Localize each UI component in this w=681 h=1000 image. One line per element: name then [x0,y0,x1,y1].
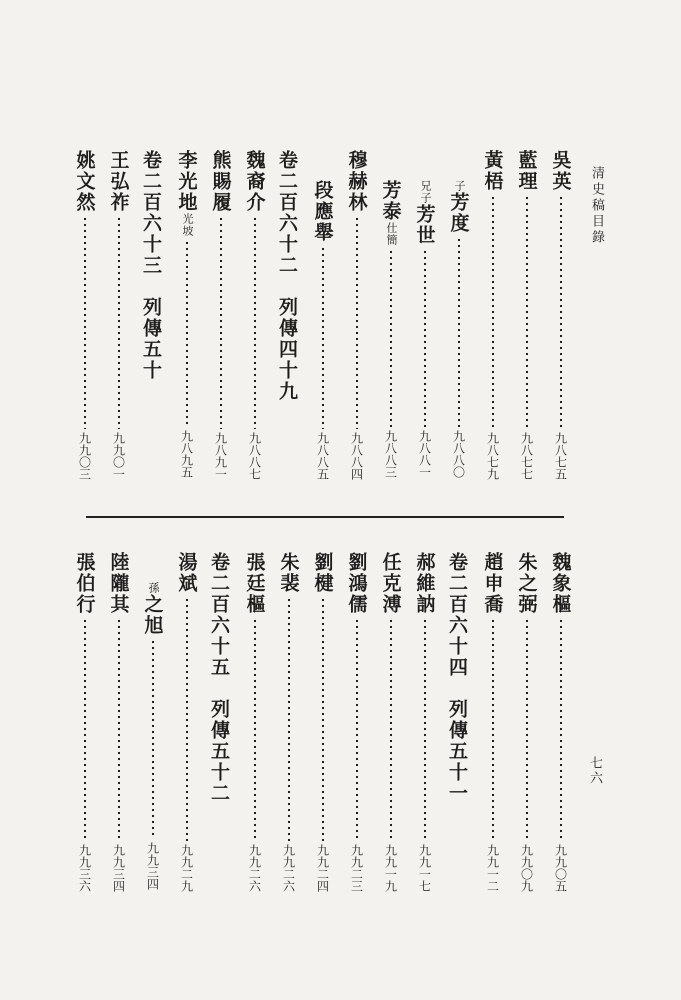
entry-name: 之旭 [141,594,164,636]
entry-name: 藍理 [515,150,538,192]
entry-row [308,150,338,520]
entry-name: 劉楗 [311,552,334,594]
toc-entry [70,150,100,490]
chapter-title: 卷二百六十二 列傳四十九 [276,150,298,402]
entry-row [376,150,406,520]
entry-note: 仕簡 [385,222,398,246]
entry-relation: 子 [453,180,466,192]
toc-entry [410,150,440,490]
toc-entry [376,150,406,490]
toc-entry [274,552,304,902]
chapter-heading [206,552,236,902]
dot-leader [390,249,392,427]
entry-name: 穆赫林 [345,150,368,213]
dot-leader [356,618,358,841]
toc-entry [478,552,508,902]
dot-leader [152,639,154,839]
entry-row [240,150,270,490]
entry-row [240,552,270,902]
chapter-heading [138,150,168,490]
entry-page: 九八九一 [213,432,228,480]
entry-page: 九九〇三 [77,432,92,480]
dot-leader [390,618,392,841]
chapter-title: 卷二百六十五 列傳五十二 [208,552,230,804]
dot-leader [560,618,562,841]
entry-note: 光坡 [181,213,194,237]
entry-page: 九九一二 [485,844,500,892]
dot-leader [118,216,120,429]
entry-name: 張廷樞 [243,552,266,615]
entry-name: 湯斌 [175,552,198,594]
entry-name: 王弘祚 [107,150,130,213]
toc-entry [444,150,474,490]
entry-name: 魏裔介 [243,150,266,213]
toc-entry [172,150,202,490]
entry-row [410,150,440,520]
dot-leader [492,618,494,841]
entry-name: 趙申喬 [481,552,504,615]
toc-entry [546,552,576,902]
entry-name: 魏象樞 [549,552,572,615]
entry-row [308,552,338,902]
entry-page: 九八七七 [519,432,534,480]
entry-row [478,150,508,490]
entry-row [172,150,202,490]
toc-entry [308,150,338,490]
toc-entry [478,150,508,490]
entry-row [376,552,406,902]
entry-page: 九九二六 [281,844,296,892]
entry-page: 九八八五 [315,432,330,480]
entry-page: 九八九五 [179,430,194,478]
entry-row [342,552,372,902]
entry-name: 段應舉 [311,180,334,243]
entry-name: 朱之弼 [515,552,538,615]
entry-row [546,150,576,490]
toc-entry [376,552,406,902]
dot-leader [526,618,528,841]
dot-leader [84,216,86,429]
chapter-heading [274,150,304,490]
dot-leader [526,195,528,429]
entry-row [172,552,202,902]
entry-row [138,552,168,932]
entry-name: 劉鴻儒 [345,552,368,615]
lower-half [0,552,681,912]
entry-relation: 兄子 [419,180,432,204]
dot-leader [254,216,256,429]
entry-row [546,552,576,902]
entry-name: 芳世 [413,204,436,246]
entry-page: 九八七九 [485,432,500,480]
entry-page: 九九二三 [349,844,364,892]
dot-leader [322,597,324,841]
entry-name: 熊賜履 [209,150,232,213]
entry-row [512,552,542,902]
dot-leader [356,216,358,429]
entry-page: 九九〇九 [519,844,534,892]
entry-name: 李光地 [175,150,198,213]
dot-leader [186,240,188,427]
entry-name: 任克溥 [379,552,402,615]
entry-row [104,150,134,490]
chapter-title: 卷二百六十三 列傳五十 [140,150,162,381]
entry-page: 九九〇一 [111,432,126,480]
entry-row [274,552,304,902]
entry-page: 九八八七 [247,432,262,480]
dot-leader [288,597,290,841]
toc-entry [138,552,168,902]
upper-half [0,150,681,500]
toc-entry [240,552,270,902]
chapter-title: 卷二百六十四 列傳五十一 [446,552,468,804]
entry-name: 吳英 [549,150,572,192]
entry-page: 九九二四 [315,844,330,892]
entry-row [444,150,474,520]
entry-page: 九八八三 [383,430,398,478]
entry-name: 郝維訥 [413,552,436,615]
entry-row [342,150,372,490]
entry-row [478,552,508,902]
toc-entry [104,150,134,490]
toc-entry [512,552,542,902]
toc-entry [546,150,576,490]
entry-page: 九八八四 [349,432,364,480]
dot-leader [84,618,86,841]
toc-entry [410,552,440,902]
chapter-heading [444,552,474,902]
toc-entry [240,150,270,490]
entry-name: 姚文然 [73,150,96,213]
dot-leader [458,237,460,427]
toc-entry [308,552,338,902]
entry-row [512,150,542,490]
entry-page: 九九一九 [383,844,398,892]
dot-leader [424,249,426,427]
entry-page: 九九〇五 [553,844,568,892]
entry-page: 九九二九 [179,844,194,892]
entry-name: 陸隴其 [107,552,130,615]
toc-entry [512,150,542,490]
toc-entry [172,552,202,902]
entry-row [70,150,100,490]
toc-entry [342,150,372,490]
entry-row [70,552,100,902]
toc-entry [70,552,100,902]
entry-page: 九九三四 [111,844,126,892]
dot-leader [186,597,188,841]
entry-relation: 孫 [147,582,160,594]
toc-entry [104,552,134,902]
entry-name: 張伯行 [73,552,96,615]
toc-entry [206,150,236,490]
dot-leader [220,216,222,429]
page-number: 七六 [587,756,602,786]
toc-entry [342,552,372,902]
dot-leader [424,618,426,841]
entry-page: 九九二六 [247,844,262,892]
dot-leader [322,246,324,429]
dot-leader [560,195,562,429]
running-head: 清史稿目錄 [589,166,604,246]
entry-row [206,150,236,490]
entry-page: 九八八一 [417,430,432,478]
dot-leader [118,618,120,841]
entry-page: 九九三六 [77,844,92,892]
entry-page: 九八八〇 [451,430,466,478]
entry-name: 朱裴 [277,552,300,594]
entry-name: 芳泰 [379,180,402,222]
entry-page: 九八七五 [553,432,568,480]
entry-name: 黃梧 [481,150,504,192]
entry-row [410,552,440,902]
entry-row [104,552,134,902]
dot-leader [254,618,256,841]
entry-page: 九九三四 [145,842,160,890]
entry-page: 九九一七 [417,844,432,892]
dot-leader [492,195,494,429]
entry-name: 芳度 [447,192,470,234]
